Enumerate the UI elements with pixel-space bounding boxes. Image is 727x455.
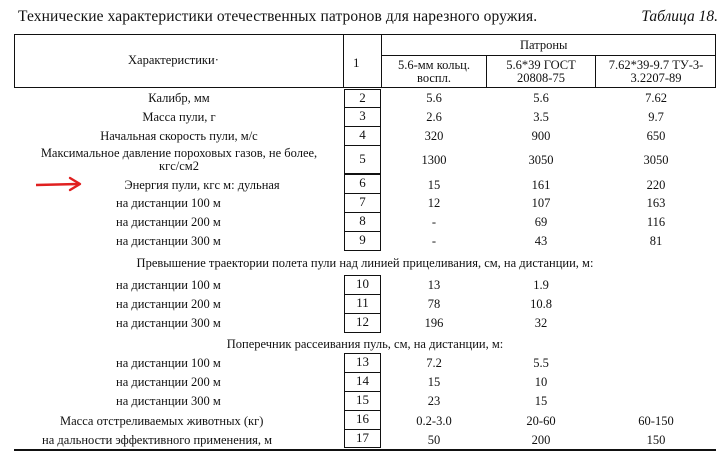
row-label	[14, 147, 344, 173]
value-cartridge-1: 196	[424, 316, 444, 330]
row-label: на дистанции 200 м	[116, 215, 221, 229]
row-label: Масса отстреливаемых животных (кг)	[60, 414, 264, 428]
header-cartridge-1	[382, 59, 486, 85]
value-cartridge-2: 900	[531, 129, 551, 143]
row-number: 12	[344, 313, 381, 333]
table-title: Технические характеристики отечественных патронов для нарезного оружия.	[18, 8, 538, 25]
row-label: на дистанции 200 м	[116, 297, 221, 311]
table-number-label: Таблица 18.	[641, 8, 718, 25]
value-cartridge-3: 81	[649, 234, 663, 248]
value-cartridge-1: 13	[427, 278, 441, 292]
row-label: на дальности эффективного применения, м	[42, 433, 273, 447]
title-bar	[18, 8, 718, 28]
header-cartridge-3-line2: 3.2207-89	[630, 71, 682, 85]
value-cartridge-3: 9.7	[648, 110, 664, 124]
header-cartridge-1-line2: воспл.	[417, 71, 451, 85]
value-cartridge-3: 60-150	[638, 414, 674, 428]
value-cartridge-3: 3050	[643, 153, 669, 167]
header-cartridge-2-line1: 5.6*39 ГОСТ	[506, 58, 576, 72]
value-cartridge-1: 23	[427, 394, 441, 408]
row-label: на дистанции 100 м	[116, 356, 221, 370]
value-cartridge-3: 7.62	[645, 91, 667, 105]
value-cartridge-1: 78	[427, 297, 441, 311]
value-cartridge-2: 15	[534, 394, 548, 408]
header-cartridge-3	[596, 59, 716, 85]
row-number: 5	[344, 145, 381, 174]
value-cartridge-3: 650	[646, 129, 666, 143]
value-cartridge-3: 163	[646, 196, 666, 210]
value-cartridge-1: -	[431, 215, 437, 229]
value-cartridge-2: 3.5	[533, 110, 549, 124]
row-number: 11	[344, 294, 381, 314]
header-column-number-cell	[343, 34, 382, 88]
row-label: Масса пули, г	[142, 110, 216, 124]
value-cartridge-1: 15	[427, 178, 441, 192]
table-bottom-rule	[14, 449, 716, 451]
value-cartridge-3: 150	[646, 433, 666, 447]
row-number: 14	[344, 372, 381, 392]
row-number: 10	[344, 275, 381, 295]
value-cartridge-1: 50	[427, 433, 441, 447]
value-cartridge-1: 5.6	[426, 91, 442, 105]
row-number: 8	[344, 212, 381, 232]
value-cartridge-1: -	[431, 234, 437, 248]
value-cartridge-2: 5.5	[533, 356, 549, 370]
row-label: на дистанции 200 м	[116, 375, 221, 389]
row-label: на дистанции 300 м	[116, 234, 221, 248]
header-cartridge-3-line1: 7.62*39-9.7 ТУ-3-	[608, 58, 704, 72]
value-cartridge-1: 2.6	[426, 110, 442, 124]
row-number: 9	[344, 231, 381, 251]
row-number: 2	[344, 89, 381, 108]
row-label: на дистанции 300 м	[116, 394, 221, 408]
row-label: на дистанции 100 м	[116, 278, 221, 292]
header-patrons-divider	[381, 55, 716, 56]
value-cartridge-1: 7.2	[426, 356, 442, 370]
value-cartridge-1: 320	[424, 129, 444, 143]
value-cartridge-2: 20-60	[526, 414, 556, 428]
value-cartridge-2: 200	[531, 433, 551, 447]
header-characteristics: Характеристики·	[128, 53, 219, 67]
value-cartridge-2: 10.8	[530, 297, 552, 311]
row-number: 4	[344, 126, 381, 146]
value-cartridge-3: 116	[646, 215, 666, 229]
row-label: Калибр, мм	[148, 91, 210, 105]
value-cartridge-1: 12	[427, 196, 441, 210]
value-cartridge-1: 0.2-3.0	[416, 414, 452, 428]
header-cartridge-2	[487, 59, 595, 85]
section-heading-trajectory: Превышение траектории полета пули над линией прицеливания, см, на дистанции, м:	[136, 256, 594, 270]
row-number: 3	[344, 107, 381, 127]
value-cartridge-2: 107	[531, 196, 551, 210]
row-number: 17	[344, 429, 381, 448]
row-number: 15	[344, 391, 381, 411]
row-label-line2: кгс/см2	[159, 159, 199, 173]
row-number: 13	[344, 353, 381, 373]
value-cartridge-1: 1300	[421, 153, 447, 167]
value-cartridge-2: 43	[534, 234, 548, 248]
row-number: 16	[344, 410, 381, 430]
row-number: 6	[344, 174, 381, 194]
header-cartridge-2-line2: 20808-75	[517, 71, 565, 85]
row-number: 7	[344, 193, 381, 213]
value-cartridge-3: 220	[646, 178, 666, 192]
value-cartridge-2: 10	[534, 375, 548, 389]
value-cartridge-2: 161	[531, 178, 551, 192]
value-cartridge-2: 1.9	[533, 278, 549, 292]
row-label-line1: Максимальное давление пороховых газов, не более,	[40, 146, 318, 160]
row-label: на дистанции 300 м	[116, 316, 221, 330]
header-patrons: Патроны	[520, 38, 568, 52]
value-cartridge-2: 32	[534, 316, 548, 330]
value-cartridge-1: 15	[427, 375, 441, 389]
value-cartridge-2: 5.6	[533, 91, 549, 105]
value-cartridge-2: 69	[534, 215, 548, 229]
row-label: Начальная скорость пули, м/с	[100, 129, 258, 143]
header-cartridge-1-line1: 5.6-мм кольц.	[397, 58, 470, 72]
row-label: на дистанции 100 м	[116, 196, 221, 210]
section-heading-dispersion: Поперечник рассеивания пуль, см, на дистанции, м:	[226, 337, 504, 351]
value-cartridge-2: 3050	[528, 153, 554, 167]
header-column-number: 1	[353, 55, 360, 70]
row-label: Энергия пули, кгс м: дульная	[124, 178, 280, 192]
